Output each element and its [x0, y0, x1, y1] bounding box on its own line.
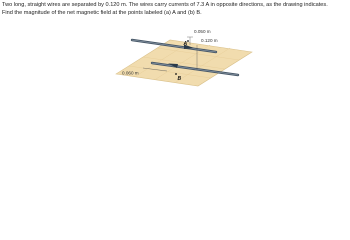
point-b-marker: [175, 73, 177, 75]
problem-line-2: Find the magnitude of the net magnetic field at the points labeled (a) A and (b) B.: [2, 10, 202, 16]
distance-label-top: 0.050 m: [194, 29, 211, 34]
point-a-label: A: [183, 41, 188, 47]
point-a-marker: [187, 40, 189, 42]
problem-line-1: Two long, straight wires are separated by 0.120 m. The wires carry currents of 7.3 A in opposite directions, as the drawing indicates.: [2, 2, 328, 8]
two-wires-diagram: [0, 0, 350, 88]
distance-label-separation: 0.120 m: [201, 38, 218, 43]
distance-label-bottom: 0.060 m: [122, 70, 139, 76]
point-b-label: B: [177, 76, 182, 82]
